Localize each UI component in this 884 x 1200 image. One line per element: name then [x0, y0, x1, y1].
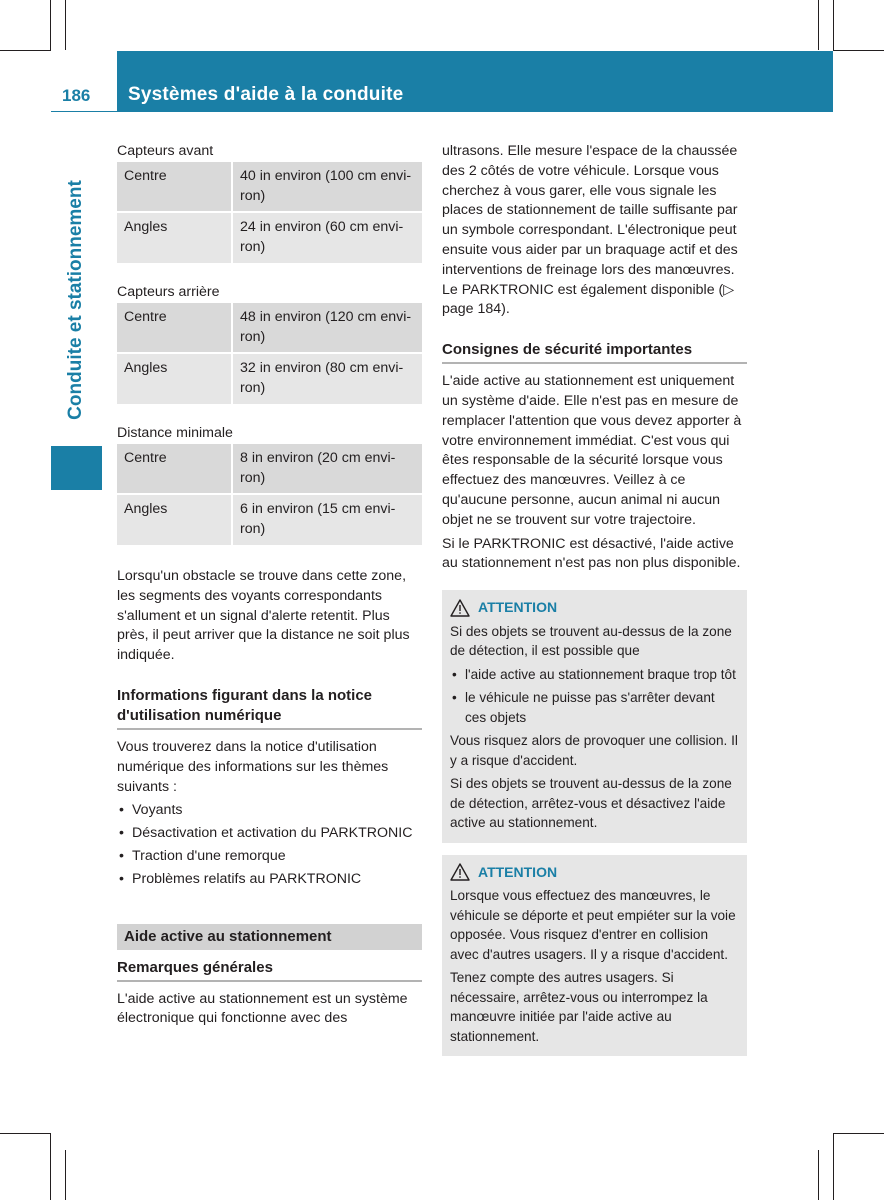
crop-mark	[818, 0, 819, 50]
value-line: ron)	[240, 187, 266, 204]
front-sensors-label: Capteurs avant	[117, 143, 214, 159]
warning-title: ATTENTION	[478, 863, 558, 880]
info-list	[117, 801, 422, 889]
table-cell-key: Angles	[117, 494, 232, 545]
header-divider	[51, 111, 833, 112]
front-sensors-table	[117, 162, 422, 263]
general-paragraph: L'aide active au stationnement est un système électronique qui fonctionne avec des	[117, 990, 408, 1027]
value-line: 40 in environ (100 cm envi-	[240, 167, 412, 184]
table-cell-key: Centre	[117, 162, 232, 213]
value-line: 32 in environ (80 cm envi-	[240, 360, 404, 377]
crop-mark	[65, 0, 66, 50]
table-cell-value	[232, 494, 422, 545]
rear-sensors-table	[117, 303, 422, 404]
info-heading: Informations figurant dans la notice d'utilisation numérique	[117, 686, 422, 730]
chapter-tab-marker	[51, 446, 102, 490]
crop-mark	[0, 50, 50, 51]
table-cell-value	[232, 162, 422, 213]
table-row	[117, 212, 422, 263]
safety-paragraph: Si le PARKTRONIC est désactivé, l'aide active au stationnement n'est pas non plus disponible.	[442, 535, 741, 572]
warning-text: Tenez compte des autres usagers. Si nécessaire, arrêtez-vous ou interrompez la manœuvre initiée par l'aide active au stationnement.	[450, 970, 708, 1044]
warning-text: Vous risquez alors de provoquer une collision. Il y a risque d'accident.	[450, 733, 738, 768]
list-item: • Traction d'une remorque	[117, 847, 422, 867]
page-title: Systèmes d'aide à la conduite	[128, 84, 404, 105]
crop-mark	[833, 0, 834, 51]
table-cell-value	[232, 212, 422, 263]
crop-mark	[834, 1133, 884, 1134]
value-line: ron)	[240, 380, 266, 397]
warning-box	[442, 855, 747, 1057]
value-line: 8 in environ (20 cm envi-	[240, 449, 396, 466]
table-row	[117, 494, 422, 545]
right-column	[442, 142, 747, 1056]
list-item: • Désactivation et activation du PARKTRONIC	[117, 824, 422, 844]
crop-mark	[50, 1133, 51, 1200]
table-cell-key: Angles	[117, 353, 232, 404]
list-item: • Voyants	[117, 801, 422, 821]
table-row	[117, 162, 422, 213]
warning-text: Si des objets se trouvent au-dessus de la zone de détection, il est possible que	[450, 623, 732, 659]
warning-header	[450, 863, 739, 883]
warning-title: ATTENTION	[478, 599, 558, 616]
warning-box	[442, 590, 747, 843]
chapter-side-title: Conduite et stationnement	[65, 180, 86, 420]
left-column	[117, 142, 422, 1029]
crop-mark	[834, 50, 884, 51]
crop-mark	[65, 1150, 66, 1200]
table-row	[117, 303, 422, 354]
warning-text: Lorsque vous effectuez des manœuvres, le véhicule se déporte et peut empiéter sur la voie opposée. Vous risquez d'entrer en collision avec d'autres usagers. Il y a risque d'accident.	[450, 888, 736, 962]
table-cell-key: Angles	[117, 212, 232, 263]
table-cell-value	[232, 303, 422, 354]
value-line: 24 in environ (60 cm envi-	[240, 219, 404, 236]
warning-list	[450, 665, 739, 728]
table-cell-key: Centre	[117, 444, 232, 495]
table-cell-key: Centre	[117, 303, 232, 354]
section-heading: Aide active au stationnement	[117, 924, 422, 950]
value-line: ron)	[240, 239, 266, 256]
table-cell-value	[232, 353, 422, 404]
value-line: 6 in environ (15 cm envi-	[240, 501, 396, 518]
table-row	[117, 444, 422, 495]
warning-text: Si des objets se trouvent au-dessus de la zone de détection, arrêtez-vous et désactivez l'aide active au stationnement.	[450, 776, 732, 831]
value-line: ron)	[240, 521, 266, 538]
rear-sensors-label: Capteurs arrière	[117, 283, 220, 300]
crop-mark	[833, 1133, 834, 1200]
list-item: • l'aide active au stationnement braque trop tôt	[450, 665, 739, 685]
safety-paragraph: L'aide active au stationnement est uniquement un système d'aide. Elle n'est pas en mesure de remplacer l'attention que vous devez apporter à votre environnement immédiat. C'est vous qui êtes responsable de la sécurité lorsque vous effectuez des manœuvres. Veillez à ce qu'aucune personne, aucun animal ni aucun objet ne se trouvent sur votre trajectoire.	[442, 373, 742, 528]
safety-heading: Consignes de sécurité importantes	[442, 340, 747, 364]
warning-triangle-icon	[450, 599, 470, 617]
list-item: • le véhicule ne puisse pas s'arrêter devant ces objets	[450, 688, 739, 727]
value-line: 48 in environ (120 cm envi-	[240, 308, 412, 325]
info-paragraph: Vous trouverez dans la notice d'utilisation numérique des informations sur les thèmes suivants :	[117, 738, 389, 795]
value-line: ron)	[240, 469, 266, 486]
crop-mark	[0, 1133, 50, 1134]
page-number: 186	[62, 86, 91, 105]
table-row	[117, 353, 422, 404]
warning-header	[450, 598, 739, 618]
crop-mark	[50, 0, 51, 51]
warning-triangle-icon	[450, 863, 470, 881]
table-cell-value	[232, 444, 422, 495]
obstacle-paragraph: Lorsqu'un obstacle se trouve dans cette zone, les segments des voyants correspondants s'allument et un signal d'alerte retentit. Plus près, il peut arriver que la distance ne soit plus indiquée.	[117, 567, 410, 664]
general-heading: Remarques générales	[117, 958, 422, 982]
list-item: • Problèmes relatifs au PARKTRONIC	[117, 870, 422, 890]
continued-paragraph: ultrasons. Elle mesure l'espace de la chaussée des 2 côtés de votre véhicule. Lorsque vous cherchez à vous garer, elle vous signale les places de stationnement de taille suffisante par un symbole correspondant. L'électronique peut ensuite vous aider par un braquage actif et des interventions de freinage lors des manœuvres. Le PARKTRONIC est également disponible (▷ page 184).	[442, 143, 738, 318]
min-distance-table	[117, 444, 422, 545]
min-distance-label: Distance minimale	[117, 424, 233, 441]
crop-mark	[818, 1150, 819, 1200]
value-line: ron)	[240, 328, 266, 345]
